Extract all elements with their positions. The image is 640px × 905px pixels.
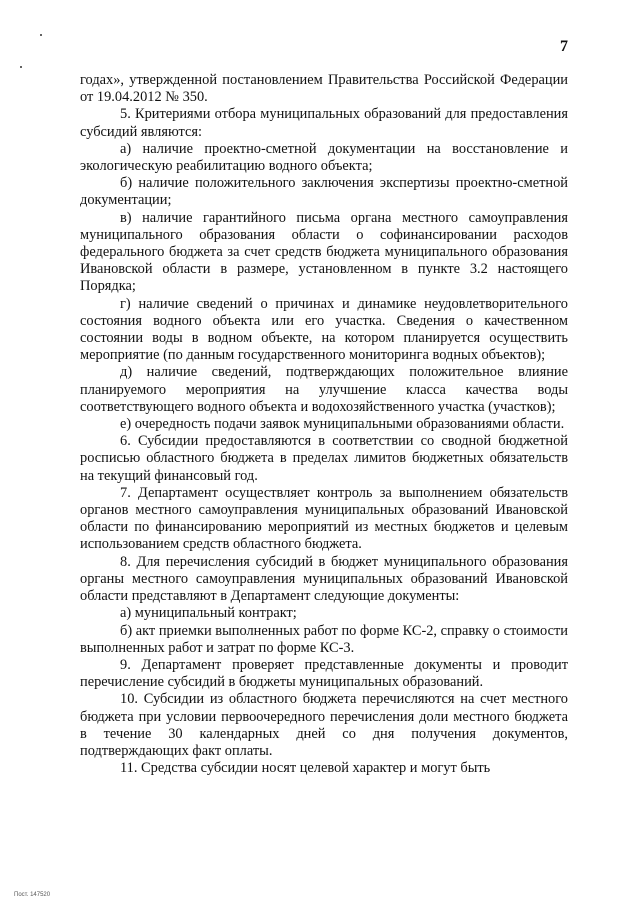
paragraph-item-8-b: б) акт приемки выполненных работ по форме КС-2, справку о стоимости выполненных работ и затрат по форме КС-3.: [80, 622, 568, 656]
paragraph-item-5-b: б) наличие положительного заключения экспертизы проектно-сметной документации;: [80, 175, 568, 209]
paragraph-item-8-a: а) муниципальный контракт;: [120, 605, 297, 622]
paragraph-item-5-v: в) наличие гарантийного письма органа местного самоуправления муниципального образования области о софинансировании расходов федерального бюджета за счет средств бюджета муниципального образования Ивановской области в размере, установленном в пункте 3.2 настоящего Порядка;: [80, 209, 568, 295]
page-number: 7: [560, 38, 568, 55]
paragraph-item-5-a: а) наличие проектно-сметной документации на восстановление и экологическую реабилитацию водного объекта;: [80, 140, 568, 175]
paragraph-item-5: 5. Критериями отбора муниципальных образований для предоставления субсидий являются:: [80, 106, 568, 140]
footer-code: Пост. 147520: [14, 892, 51, 898]
paragraph-item-5-d: д) наличие сведений, подтверждающих положительное влияние планируемого мероприятия на улучшение класса качества воды соответствующего водного объекта и водохозяйственного участка (участков);: [80, 364, 568, 415]
paragraph-item-9: 9. Департамент проверяет представленные документы и проводит перечисление субсидий в бюджеты муниципальных образований.: [80, 656, 568, 691]
scan-speck: [40, 34, 42, 36]
scan-speck: [20, 66, 22, 68]
paragraph-item-5-e: е) очередность подачи заявок муниципальными образованиями области.: [120, 416, 565, 433]
paragraph-item-6: 6. Субсидии предоставляются в соответствии со сводной бюджетной росписью областного бюджета в пределах лимитов бюджетных обязательств на текущий финансовый год.: [80, 433, 568, 484]
paragraph-item-11: 11. Средства субсидии носят целевой характер и могут быть: [120, 760, 491, 777]
paragraph-intro: годах», утвержденной постановлением Правительства Российской Федерации от 19.04.2012 № 350.: [80, 72, 568, 106]
paragraph-item-5-g: г) наличие сведений о причинах и динамике неудовлетворительного состояния водного объекта или его участка. Сведения о качественном состоянии воды в водном объекте, на котором планируется осуществить мероприятие (по данным государственного мониторинга водных объектов);: [80, 295, 568, 364]
paragraph-item-7: 7. Департамент осуществляет контроль за выполнением обязательств органов местного самоуправления муниципальных образований Ивановской области по финансированию мероприятий из местных бюджетов и целевым использованием средств областного бюджета.: [80, 484, 568, 553]
paragraph-item-8: 8. Для перечисления субсидий в бюджет муниципального образования органы местного самоуправления муниципальных образований Ивановской области представляют в Департамент следующие документы:: [80, 553, 568, 605]
document-body: [80, 72, 568, 777]
paragraph-item-10: 10. Субсидии из областного бюджета перечисляются на счет местного бюджета при условии первоочередного перечисления доли местного бюджета в течение 30 календарных дней со дня получения документов, подтверждающих факт оплаты.: [80, 691, 568, 759]
